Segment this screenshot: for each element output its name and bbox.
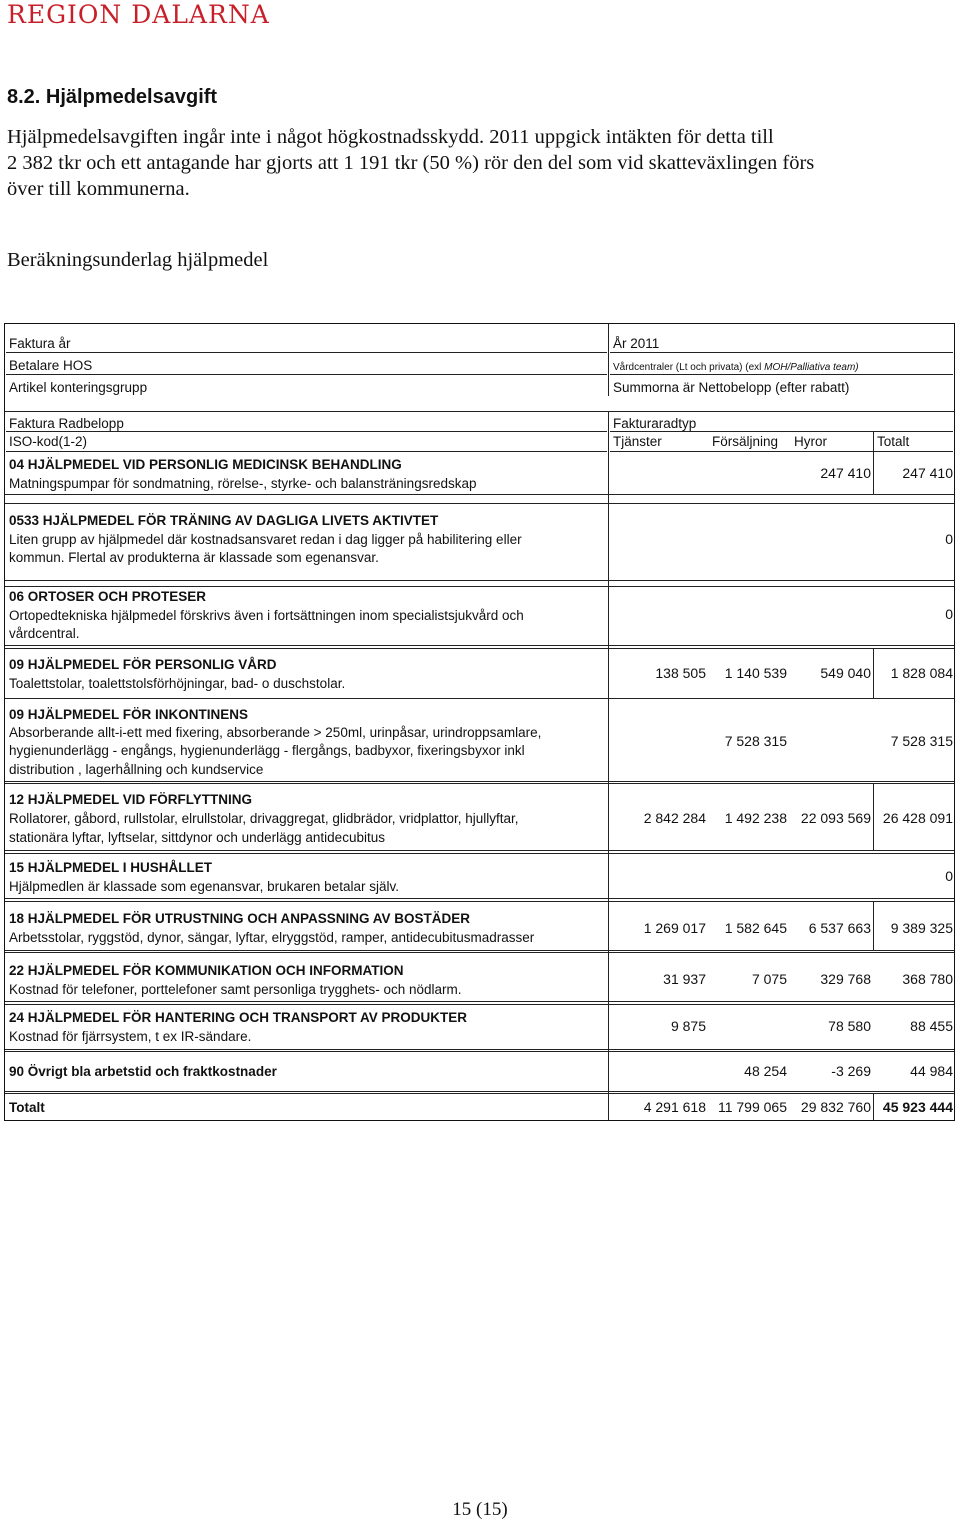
divider	[5, 898, 954, 899]
divider	[5, 580, 954, 581]
row-title: 09 HJÄLPMEDEL FÖR INKONTINENS	[9, 707, 249, 722]
header-fakturaradtyp: Fakturaradtyp	[613, 416, 697, 431]
cell-totalt: 368 780	[902, 971, 953, 987]
divider	[5, 494, 954, 495]
cell-totalt: 9 389 325	[890, 920, 953, 936]
row-description: Toalettstolar, toalettstolsförhöjningar, bad- o duschstolar.	[9, 676, 346, 691]
paragraph-line: över till kommunerna.	[7, 178, 190, 200]
divider	[5, 950, 954, 951]
cell-forsaljning: 48 254	[744, 1063, 787, 1079]
row-description: Ortopedtekniska hjälpmedel förskrivs även i fortsättningen inom specialistsjukvård och	[9, 608, 524, 623]
cell-totalt: 0	[945, 531, 953, 547]
column-header-totalt: Totalt	[877, 434, 910, 449]
divider	[5, 1091, 954, 1092]
divider	[5, 901, 954, 902]
cell-totalt: 88 455	[910, 1018, 953, 1034]
cell-totalt: 7 528 315	[890, 733, 953, 749]
paragraph-line: Hjälpmedelsavgiften ingår inte i något högkostnadsskydd. 2011 uppgick intäkten för detta till	[7, 126, 774, 148]
cell-tjanster: 138 505	[655, 665, 706, 681]
cell-forsaljning: 1 582 645	[724, 920, 787, 936]
row-title: 0533 HJÄLPMEDEL FÖR TRÄNING AV DAGLIGA LIVETS AKTIVTET	[9, 513, 439, 528]
divider	[5, 781, 954, 782]
row-description: stationära lyftar, lyftselar, sittdynor och underlägg antidecubitus	[9, 830, 385, 845]
row-description: distribution , lagerhållning och kundservice	[9, 762, 264, 777]
cell-hyror: 247 410	[820, 465, 871, 481]
filter-value-year: År 2011	[613, 336, 660, 351]
filter-label-article: Artikel konteringsgrupp	[9, 380, 148, 395]
divider	[5, 1004, 954, 1005]
cell-totalt: 26 428 091	[882, 810, 953, 826]
divider	[873, 783, 874, 850]
divider	[6, 431, 607, 432]
row-title: 06 ORTOSER OCH PROTESER	[9, 589, 207, 604]
divider	[873, 432, 874, 494]
column-header-tjanster: Tjänster	[613, 434, 662, 449]
cell-hyror: -3 269	[831, 1063, 871, 1079]
row-title: 04 HJÄLPMEDEL VID PERSONLIG MEDICINSK BEHANDLING	[9, 457, 402, 472]
divider	[5, 586, 954, 587]
cell-tjanster: 2 842 284	[643, 810, 706, 826]
row-title: 15 HJÄLPMEDEL I HUSHÅLLET	[9, 860, 213, 875]
divider	[610, 374, 953, 375]
cell-tjanster: 9 875	[670, 1018, 706, 1034]
header-iso: ISO-kod(1-2)	[9, 434, 88, 449]
row-description: Rollatorer, gåbord, rullstolar, elrullstolar, drivaggregat, glidbrädor, vridplattor, hjullyftar,	[9, 811, 519, 826]
divider	[5, 783, 954, 784]
divider	[5, 411, 954, 412]
divider	[873, 901, 874, 950]
divider	[6, 451, 607, 452]
cell-forsaljning: 7 528 315	[724, 733, 787, 749]
column-header-hyror: Hyror	[794, 434, 827, 449]
cell-forsaljning: 1 492 238	[724, 810, 787, 826]
cell-totalt: 0	[945, 606, 953, 622]
row-title: 90 Övrigt bla arbetstid och fraktkostnader	[9, 1064, 277, 1079]
divider	[608, 411, 609, 1120]
divider	[5, 853, 954, 854]
row-description: Hjälpmedlen är klassade som egenansvar, brukaren betalar själv.	[9, 879, 399, 894]
cell-hyror: 78 580	[828, 1018, 871, 1034]
total-totalt: 45 923 444	[882, 1099, 953, 1115]
cell-hyror: 549 040	[820, 665, 871, 681]
intro-paragraph	[7, 124, 907, 202]
divider	[610, 352, 953, 353]
total-hyror: 29 832 760	[800, 1099, 871, 1115]
row-description: Matningspumpar för sondmatning, rörelse-, styrke- och balansträningsredskap	[9, 476, 477, 491]
divider	[5, 1093, 954, 1094]
divider	[873, 648, 874, 698]
cell-hyror: 329 768	[820, 971, 871, 987]
logo: REGION DALARNA	[7, 0, 270, 29]
divider	[5, 952, 954, 953]
row-title: 24 HJÄLPMEDEL FÖR HANTERING OCH TRANSPORT AV PRODUKTER	[9, 1010, 468, 1025]
row-description: Liten grupp av hjälpmedel där kostnadsansvaret redan i dag ligger på habilitering eller	[9, 532, 522, 547]
divider	[5, 1051, 954, 1052]
row-title: 18 HJÄLPMEDEL FÖR UTRUSTNING OCH ANPASSNING AV BOSTÄDER	[9, 911, 471, 926]
row-description: Absorberande allt-i-ett med fixering, absorberande > 250ml, urinpåsar, urindroppsamlare,	[9, 725, 542, 740]
filter-label-year: Faktura år	[9, 336, 71, 351]
column-header-forsaljning: Försäljning	[712, 434, 779, 449]
divider	[5, 698, 954, 699]
divider	[610, 431, 953, 432]
total-tjanster: 4 291 618	[643, 1099, 706, 1115]
cell-totalt: 0	[945, 868, 953, 884]
header-radbelopp: Faktura Radbelopp	[9, 416, 124, 431]
divider	[5, 645, 954, 646]
row-title: 22 HJÄLPMEDEL FÖR KOMMUNIKATION OCH INFORMATION	[9, 963, 404, 978]
row-description: vårdcentral.	[9, 626, 80, 641]
row-title: 09 HJÄLPMEDEL FÖR PERSONLIG VÅRD	[9, 657, 277, 672]
section-heading: 8.2. Hjälpmedelsavgift	[7, 86, 218, 108]
divider	[5, 648, 954, 649]
row-title: 12 HJÄLPMEDEL VID FÖRFLYTTNING	[9, 792, 253, 807]
cell-tjanster: 1 269 017	[643, 920, 706, 936]
total-forsaljning: 11 799 065	[717, 1099, 787, 1115]
divider	[5, 1001, 954, 1002]
row-description: Kostnad för telefoner, porttelefoner samt personliga trygghets- och nödlarm.	[9, 982, 462, 997]
filter-value-payer: Vårdcentraler (Lt och privata) (exl MOH/Palliativa team)	[613, 362, 859, 373]
cell-totalt: 44 984	[910, 1063, 953, 1079]
row-description: hygienunderlägg - engångs, hygienunderlägg - flergångs, badbyxor, fixeringsbyxor inkl	[9, 743, 525, 758]
cell-forsaljning: 1 140 539	[724, 665, 787, 681]
row-description: kommun. Flertal av produkterna är klassade som egenansvar.	[9, 550, 379, 565]
divider	[6, 352, 607, 353]
table-caption: Beräkningsunderlag hjälpmedel	[7, 249, 269, 271]
cell-hyror: 22 093 569	[800, 810, 871, 826]
cell-forsaljning: 7 075	[751, 971, 787, 987]
page-number: 15 (15)	[452, 1499, 508, 1520]
filter-value-article: Summorna är Nettobelopp (efter rabatt)	[613, 380, 850, 395]
divider	[873, 1093, 874, 1120]
cell-tjanster: 31 937	[663, 971, 706, 987]
row-description: Kostnad för fjärrsystem, t ex IR-sändare.	[9, 1029, 252, 1044]
divider	[5, 503, 954, 504]
total-label: Totalt	[9, 1100, 45, 1115]
divider	[5, 850, 954, 851]
paragraph-line: 2 382 tkr och ett antagande har gjorts att 1 191 tkr (50 %) rör den del som vid skatteväxlingen förs	[7, 152, 815, 174]
cell-totalt: 1 828 084	[890, 665, 953, 681]
cell-hyror: 6 537 663	[808, 920, 871, 936]
divider	[5, 1049, 954, 1050]
filter-label-payer: Betalare HOS	[9, 358, 93, 373]
divider	[6, 374, 607, 375]
divider	[608, 324, 609, 396]
divider	[610, 451, 953, 452]
row-description: Arbetsstolar, ryggstöd, dynor, sängar, lyftar, elryggstöd, ramper, antidecubitusmadrasser	[9, 930, 535, 945]
cell-totalt: 247 410	[902, 465, 953, 481]
